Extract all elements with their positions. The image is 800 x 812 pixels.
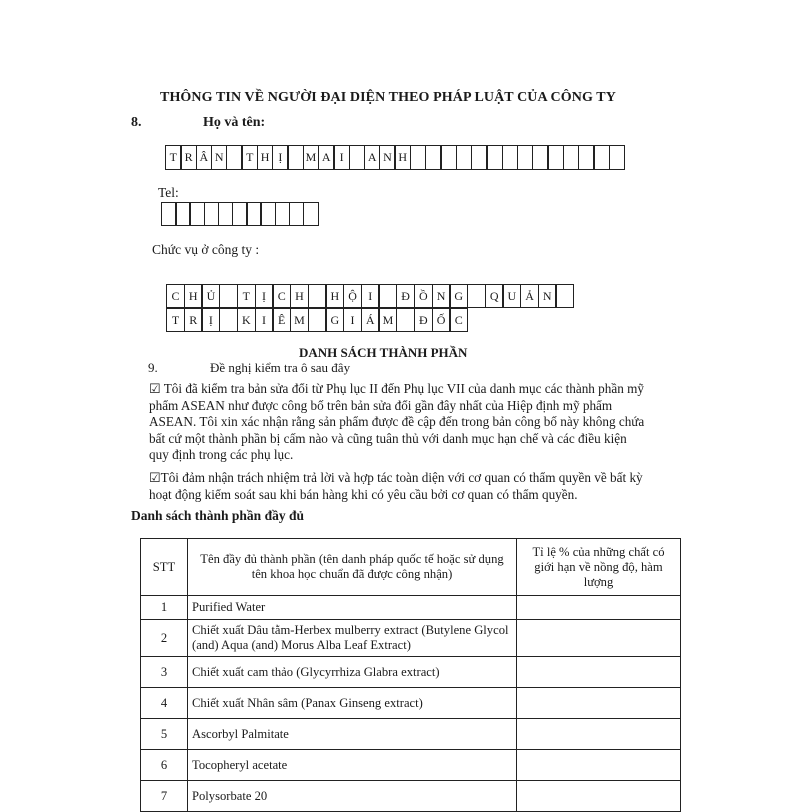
position-letter-box[interactable]: Đ: [396, 284, 415, 308]
table-row: [141, 781, 681, 812]
row-pct: [517, 688, 681, 719]
position-box-row-2: [166, 308, 467, 332]
tel-digit-box[interactable]: [260, 202, 276, 226]
name-letter-box[interactable]: R: [180, 145, 197, 170]
name-letter-box[interactable]: [547, 145, 564, 170]
position-letter-box[interactable]: G: [449, 284, 468, 308]
tel-digit-box[interactable]: [289, 202, 305, 226]
position-letter-box[interactable]: T: [237, 284, 256, 308]
tel-digit-box[interactable]: [204, 202, 220, 226]
position-letter-box[interactable]: Đ: [414, 308, 433, 332]
tel-digit-box[interactable]: [161, 202, 177, 226]
name-letter-box[interactable]: [593, 145, 610, 170]
name-letter-box[interactable]: [502, 145, 519, 170]
table-row: [141, 657, 681, 688]
table-row: [141, 688, 681, 719]
row-ingredient: Purified Water: [188, 596, 517, 620]
position-letter-box[interactable]: K: [237, 308, 256, 332]
name-letter-box[interactable]: N: [211, 145, 228, 170]
table-row: [141, 596, 681, 620]
table-row: [141, 750, 681, 781]
row-ingredient: Polysorbate 20: [188, 781, 517, 812]
position-letter-box[interactable]: Ê: [272, 308, 291, 332]
name-letter-box[interactable]: [532, 145, 549, 170]
name-letter-box[interactable]: [440, 145, 457, 170]
name-letter-box[interactable]: [287, 145, 304, 170]
position-letter-box[interactable]: Ộ: [343, 284, 362, 308]
tel-label: Tel:: [158, 185, 179, 200]
name-letter-box[interactable]: T: [241, 145, 258, 170]
tel-digit-box[interactable]: [218, 202, 234, 226]
name-letter-box[interactable]: A: [318, 145, 335, 170]
table-row: [141, 719, 681, 750]
position-letter-box[interactable]: C: [272, 284, 291, 308]
position-letter-box[interactable]: C: [449, 308, 468, 332]
row-pct: [517, 719, 681, 750]
declaration-paragraph-2: [149, 470, 659, 503]
item-number-8: 8.: [131, 115, 142, 130]
row-pct: [517, 781, 681, 812]
name-letter-box[interactable]: [471, 145, 488, 170]
position-letter-box[interactable]: [467, 284, 486, 308]
row-ingredient: Ascorbyl Palmitate: [188, 719, 517, 750]
position-letter-box[interactable]: [219, 308, 238, 332]
name-letter-box[interactable]: A: [364, 145, 381, 170]
name-letter-box[interactable]: [609, 145, 626, 170]
position-letter-box[interactable]: M: [378, 308, 397, 332]
row-stt: 1: [141, 596, 188, 620]
tel-digit-box[interactable]: [303, 202, 319, 226]
tel-digit-box[interactable]: [189, 202, 205, 226]
position-letter-box[interactable]: T: [166, 308, 185, 332]
name-letter-box[interactable]: [410, 145, 427, 170]
position-letter-box[interactable]: Ả: [520, 284, 539, 308]
declaration-paragraph-1: [149, 381, 649, 464]
check-request: Đề nghị kiểm tra ô sau đây: [210, 360, 351, 375]
name-label: Họ và tên:: [203, 115, 266, 130]
position-letter-box[interactable]: [308, 308, 327, 332]
row-stt: 5: [141, 719, 188, 750]
position-letter-box[interactable]: H: [184, 284, 203, 308]
position-letter-box[interactable]: G: [325, 308, 344, 332]
declaration-text-1: Tôi đã kiểm tra bản sửa đổi từ Phụ lục II đến Phụ lục VII của danh mục các thành phần mỹ phẩm ASEAN như được công bố trên bản sửa đổi gần đây nhất của Hiệp định mỹ phẩm ASEAN. Tôi xin xác nhận rằng sản phẩm được đề cập đến trong bản công bố này không chứa bất cứ một thành phần bị cấm nào và cũng tuân thủ với danh mục hạn chế và các điều kiện quy định trong các phụ lục.: [149, 381, 645, 462]
position-letter-box[interactable]: I: [343, 308, 362, 332]
section-title: DANH SÁCH THÀNH PHẦN: [299, 345, 468, 360]
position-letter-box[interactable]: Ồ: [414, 284, 433, 308]
row-pct: [517, 657, 681, 688]
position-letter-box[interactable]: Ị: [255, 284, 274, 308]
name-letter-box[interactable]: I: [333, 145, 350, 170]
name-letter-box[interactable]: [349, 145, 366, 170]
table-row: [141, 620, 681, 657]
position-box-row-1: [166, 284, 573, 308]
name-letter-box[interactable]: Â: [196, 145, 213, 170]
name-letter-box[interactable]: T: [165, 145, 182, 170]
header-name: Tên đầy đủ thành phần (tên danh pháp quốc tế hoặc sử dụng tên khoa học chuẩn đã được công nhận): [188, 539, 517, 596]
position-letter-box[interactable]: Ủ: [201, 284, 220, 308]
full-list-title: Danh sách thành phần đầy đủ: [131, 508, 304, 523]
name-letter-box[interactable]: M: [303, 145, 320, 170]
position-letter-box[interactable]: [555, 284, 574, 308]
name-letter-box[interactable]: [578, 145, 595, 170]
row-pct: [517, 750, 681, 781]
row-ingredient: Chiết xuất cam thảo (Glycyrrhiza Glabra extract): [188, 657, 517, 688]
position-letter-box[interactable]: C: [166, 284, 185, 308]
position-letter-box[interactable]: I: [361, 284, 380, 308]
item-number-9: 9.: [148, 360, 158, 375]
position-label: Chức vụ ở công ty :: [152, 242, 260, 257]
position-letter-box[interactable]: N: [432, 284, 451, 308]
table-header-row: [141, 539, 681, 596]
position-letter-box[interactable]: H: [325, 284, 344, 308]
position-letter-box[interactable]: I: [255, 308, 274, 332]
row-pct: [517, 596, 681, 620]
row-ingredient: Chiết xuất Nhân sâm (Panax Ginseng extract): [188, 688, 517, 719]
position-letter-box[interactable]: U: [502, 284, 521, 308]
row-ingredient: Tocopheryl acetate: [188, 750, 517, 781]
position-letter-box[interactable]: [219, 284, 238, 308]
position-letter-box[interactable]: Q: [485, 284, 504, 308]
tel-digit-box[interactable]: [246, 202, 262, 226]
position-letter-box[interactable]: R: [184, 308, 203, 332]
position-letter-box[interactable]: [378, 284, 397, 308]
tel-digit-box[interactable]: [232, 202, 248, 226]
header-stt: STT: [141, 539, 188, 596]
declaration-text-2: Tôi đảm nhận trách nhiệm trả lời và hợp tác toàn diện với cơ quan có thẩm quyền về bất kỳ hoạt động kiểm soát sau khi bán hàng khi có yêu cầu bởi cơ quan có thẩm quyền.: [149, 470, 643, 502]
tel-digit-box[interactable]: [275, 202, 291, 226]
position-letter-box[interactable]: Ố: [432, 308, 451, 332]
name-letter-box[interactable]: [486, 145, 503, 170]
name-letter-box[interactable]: H: [394, 145, 411, 170]
name-letter-box[interactable]: Ị: [272, 145, 289, 170]
ingredients-table: [140, 538, 681, 812]
position-letter-box[interactable]: Á: [361, 308, 380, 332]
row-pct: [517, 620, 681, 657]
name-letter-box[interactable]: [456, 145, 473, 170]
checked-box-icon[interactable]: ☑: [149, 470, 161, 485]
name-letter-box[interactable]: N: [379, 145, 396, 170]
row-ingredient: Chiết xuất Dâu tằm-Herbex mulberry extract (Butylene Glycol (and) Aqua (and) Morus Alba Leaf Extract): [188, 620, 517, 657]
position-letter-box[interactable]: N: [538, 284, 557, 308]
header-pct: Tỉ lệ % của những chất có giới hạn về nồng độ, hàm lượng: [517, 539, 681, 596]
row-stt: 7: [141, 781, 188, 812]
tel-digit-box[interactable]: [175, 202, 191, 226]
name-letter-box[interactable]: [226, 145, 243, 170]
position-letter-box[interactable]: Ị: [201, 308, 220, 332]
position-letter-box[interactable]: [396, 308, 415, 332]
position-letter-box[interactable]: [308, 284, 327, 308]
row-stt: 3: [141, 657, 188, 688]
form-title: THÔNG TIN VỀ NGƯỜI ĐẠI DIỆN THEO PHÁP LUẬT CỦA CÔNG TY: [160, 90, 616, 105]
name-letter-box[interactable]: [563, 145, 580, 170]
checked-box-icon[interactable]: ☑: [149, 381, 161, 396]
name-letter-box[interactable]: [425, 145, 442, 170]
row-stt: 2: [141, 620, 188, 657]
row-stt: 4: [141, 688, 188, 719]
name-box-row: [165, 145, 624, 170]
tel-box-row: [161, 202, 317, 226]
row-stt: 6: [141, 750, 188, 781]
position-letter-box[interactable]: H: [290, 284, 309, 308]
position-letter-box[interactable]: M: [290, 308, 309, 332]
name-letter-box[interactable]: [517, 145, 534, 170]
name-letter-box[interactable]: H: [257, 145, 274, 170]
